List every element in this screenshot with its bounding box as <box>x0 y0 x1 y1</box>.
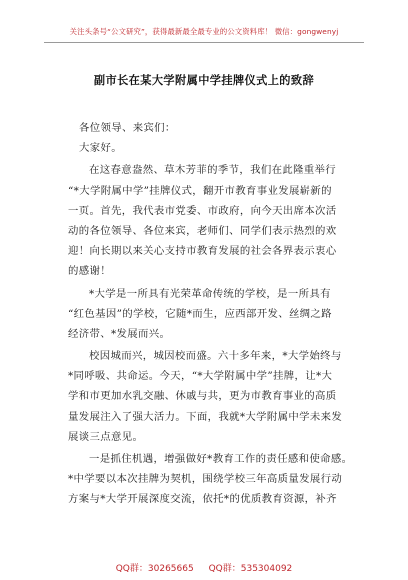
paragraph-4-line-2: *中学要以本次挂牌为契机，围绕学校三年高质量发展行动 <box>68 473 343 486</box>
paragraph-1-line-5: 迎！向长期以来关心支持市教育发展的社会各界表示衷心 <box>68 245 337 258</box>
paragraph-1-line-2: “*大学附属中学”挂牌仪式，翻开市教育事业发展崭新的 <box>68 184 332 197</box>
salutation-line: 各位领导、来宾们： <box>79 122 176 134</box>
paragraph-4-line-1: 一是抓住机遇，增强做好*教育工作的责任感和使命感。 <box>89 453 353 465</box>
paragraph-2-line-1: *大学是一所具有光荣革命传统的学校，是一所具有 <box>89 287 331 300</box>
paragraph-1-line-1: 在这春意盎然、草木芳菲的季节，我们在此隆重举行 <box>89 164 337 177</box>
paragraph-3-line-4: 量发展注入了强大活力。下面，我就*大学附属中学未来发 <box>68 410 343 423</box>
paragraph-2-line-2: “红色基因”的学校，它随*而生，应西部开发、丝绸之路 <box>68 307 332 320</box>
header-promo-text: 关注头条号“公文研究”，获得最新最全最专业的公文资料库！ 微信：gongwenyj <box>69 27 339 36</box>
paragraph-3-line-2: *同呼吸、共命运。今天，“*大学附属中学”挂牌，让*大 <box>68 370 333 383</box>
paragraph-3-line-3: 学和市更加水乳交融、休戚与共，更为市教育事业的高质 <box>68 390 337 403</box>
footer-qq-group-1: QQ群：30265665 <box>115 564 194 574</box>
header-divider <box>44 42 364 43</box>
paragraph-4-line-3: 方案与*大学开展深度交流，依托*的优质教育资源，补齐 <box>68 493 337 506</box>
paragraph-3-line-5: 展谈三点意见。 <box>68 430 144 443</box>
greeting-line: 大家好。 <box>79 142 122 155</box>
paragraph-1-line-3: 一页。首先，我代表市党委、市政府，向今天出席本次活 <box>68 204 337 217</box>
footer-qq-group-2: QQ群：535304092 <box>208 564 293 574</box>
paragraph-1-line-6: 的感谢！ <box>68 265 111 278</box>
paragraph-2-line-3: 经济带、*发展而兴。 <box>68 327 171 340</box>
paragraph-3-line-1: 校因城而兴，城因校而盛。六十多年来，*大学始终与 <box>89 350 342 363</box>
document-body <box>68 118 353 510</box>
paragraph-1-line-4: 动的各位领导、各位来宾，老师们、同学们表示热烈的欢 <box>68 224 337 237</box>
document-title: 副市长在某大学附属中学挂牌仪式上的致辞 <box>93 73 315 87</box>
footer-contact <box>0 561 408 574</box>
